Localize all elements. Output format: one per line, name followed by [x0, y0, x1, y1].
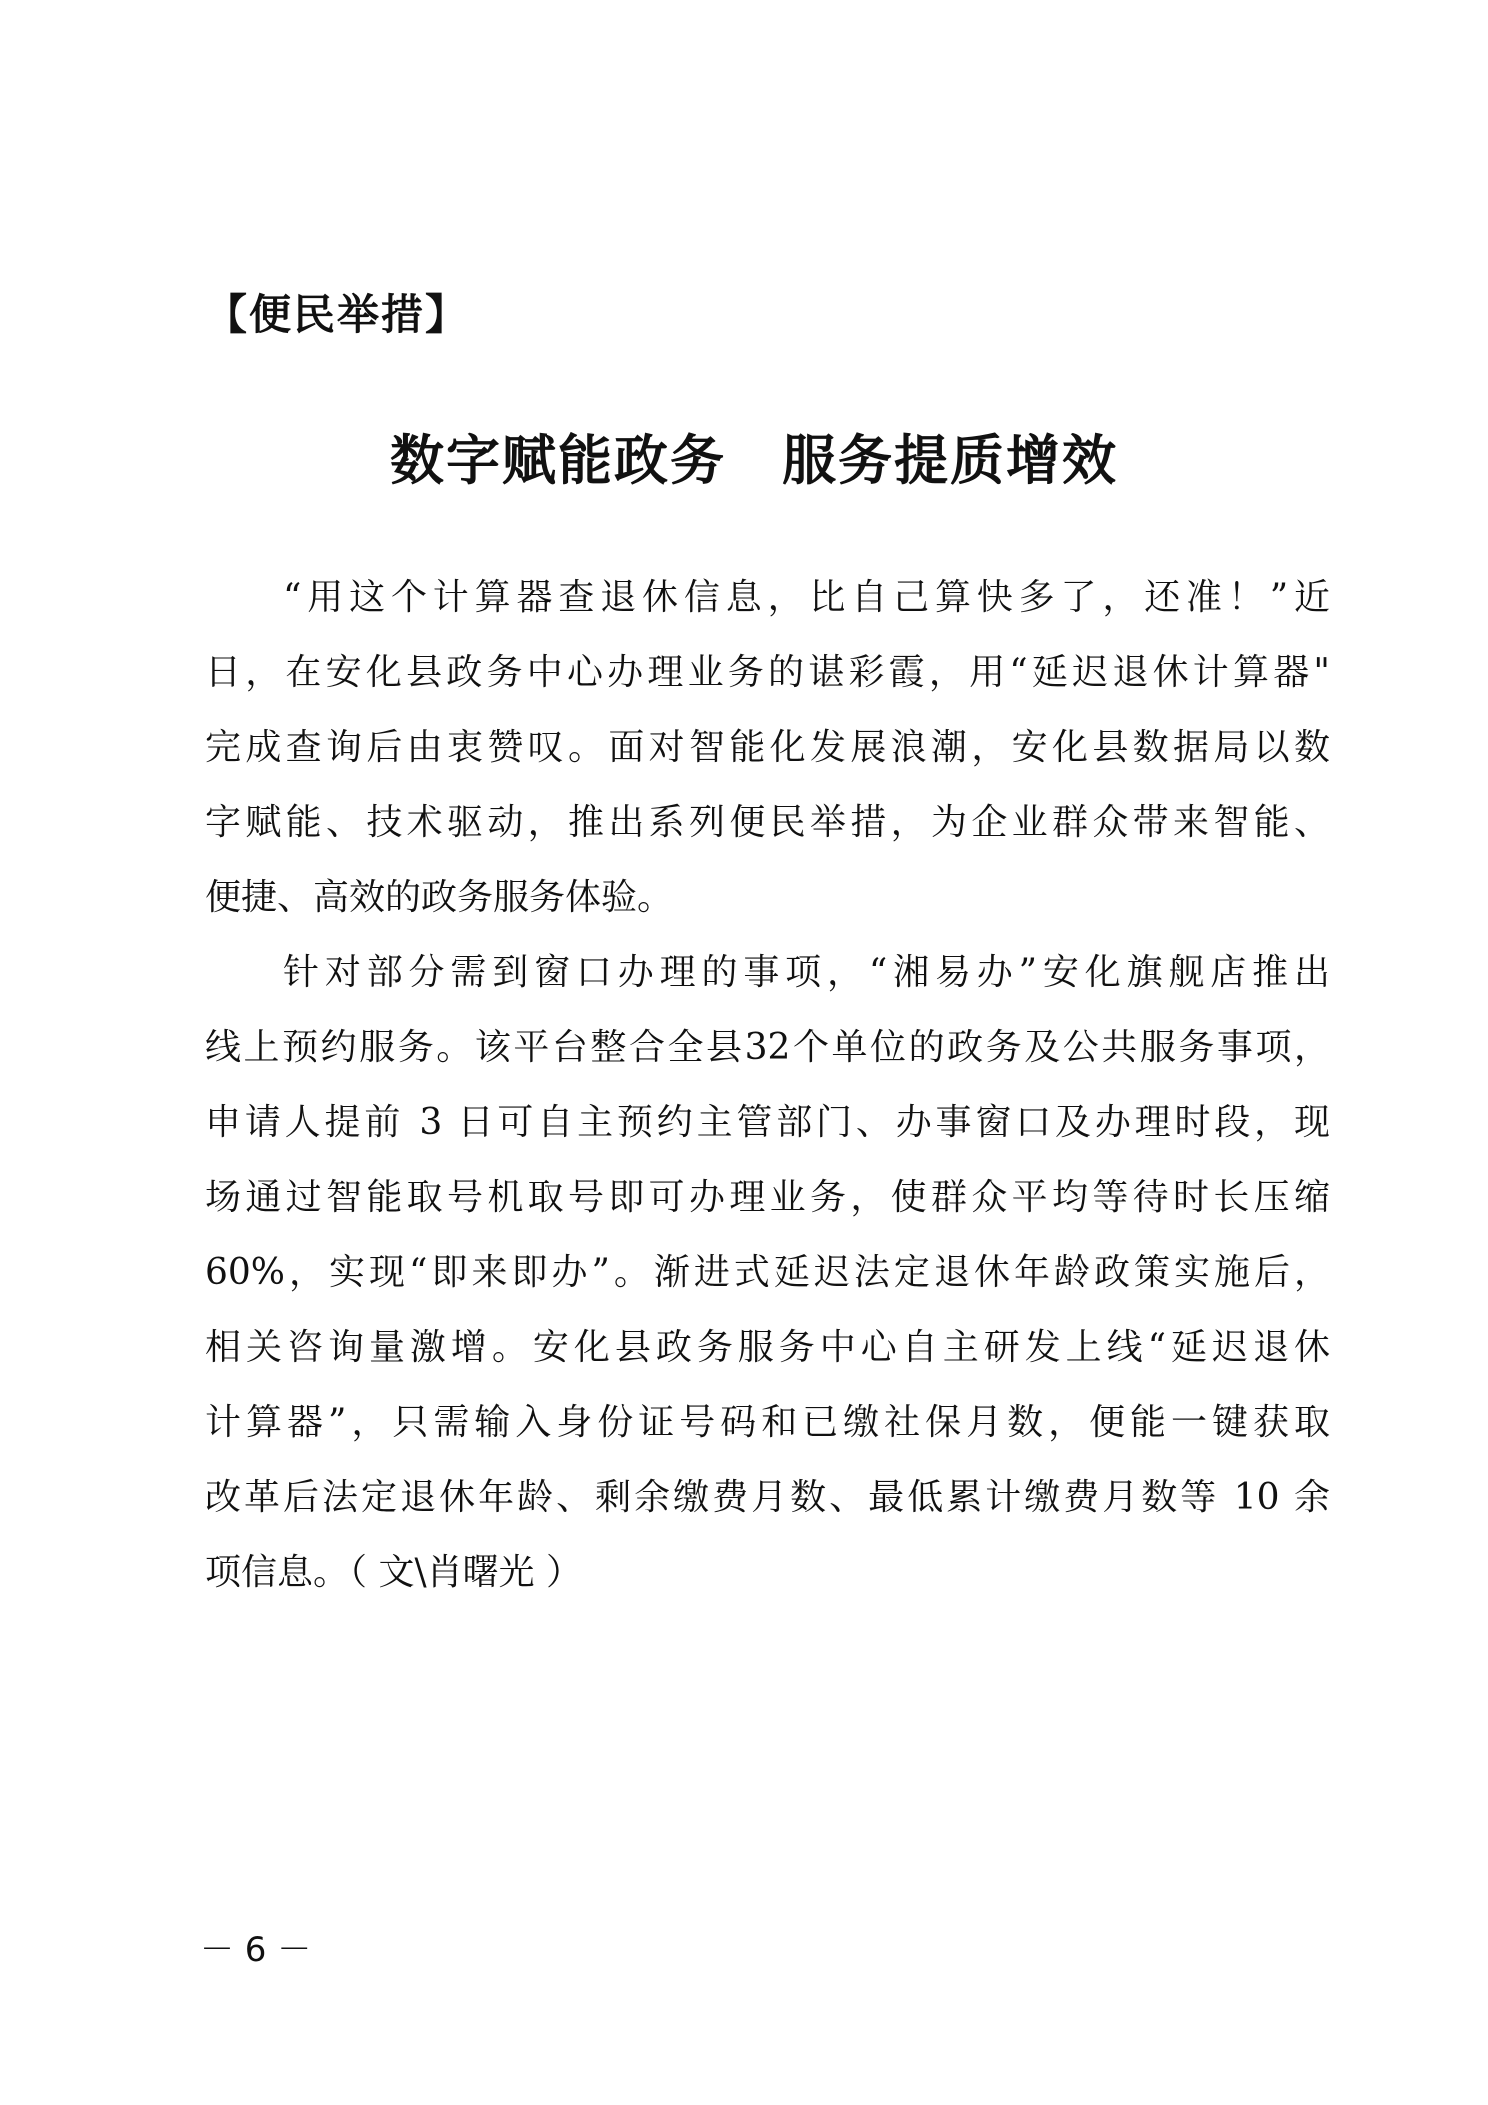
text-line: 60%，实现“即来即办”。渐进式延迟法定退休年龄政策实施后，	[205, 1252, 1330, 1293]
page-number: － 6 －	[200, 1930, 312, 1970]
text-line: 线上预约服务。该平台整合全县32个单位的政务及公共服务事项，	[205, 1027, 1330, 1068]
paragraph-1	[205, 560, 1330, 935]
article-title: 数字赋能政务 服务提质增效	[390, 428, 1118, 492]
text-line: 日，在安化县政务中心办理业务的谌彩霞，用“延迟退休计算器"	[205, 652, 1330, 693]
text-line: 计算器”，只需输入身份证号码和已缴社保月数，便能一键获取	[205, 1402, 1330, 1443]
text-line: “用这个计算器查退休信息，比自己算快多了，还准！”近	[283, 577, 1330, 618]
text-line: 便捷、高效的政务服务体验。	[205, 877, 674, 918]
text-line: 改革后法定退休年龄、剩余缴费月数、最低累计缴费月数等 10 余	[205, 1477, 1330, 1518]
section-tag: 【便民举措】	[205, 290, 470, 339]
text-line: 字赋能、技术驱动，推出系列便民举措，为企业群众带来智能、	[205, 802, 1330, 843]
paragraph-2	[205, 935, 1330, 1610]
text-line: 申请人提前 3 日可自主预约主管部门、办事窗口及办理时段，现	[205, 1102, 1330, 1143]
text-line: 相关咨询量激增。安化县政务服务中心自主研发上线“延迟退休	[205, 1327, 1330, 1368]
text-line: 项信息。（ 文\肖曙光 ）	[205, 1552, 583, 1593]
text-line: 场通过智能取号机取号即可办理业务，使群众平均等待时长压缩	[205, 1177, 1330, 1218]
text-line: 完成查询后由衷赞叹。面对智能化发展浪潮，安化县数据局以数	[205, 727, 1330, 768]
text-line: 针对部分需到窗口办理的事项，“湘易办”安化旗舰店推出	[283, 952, 1330, 993]
